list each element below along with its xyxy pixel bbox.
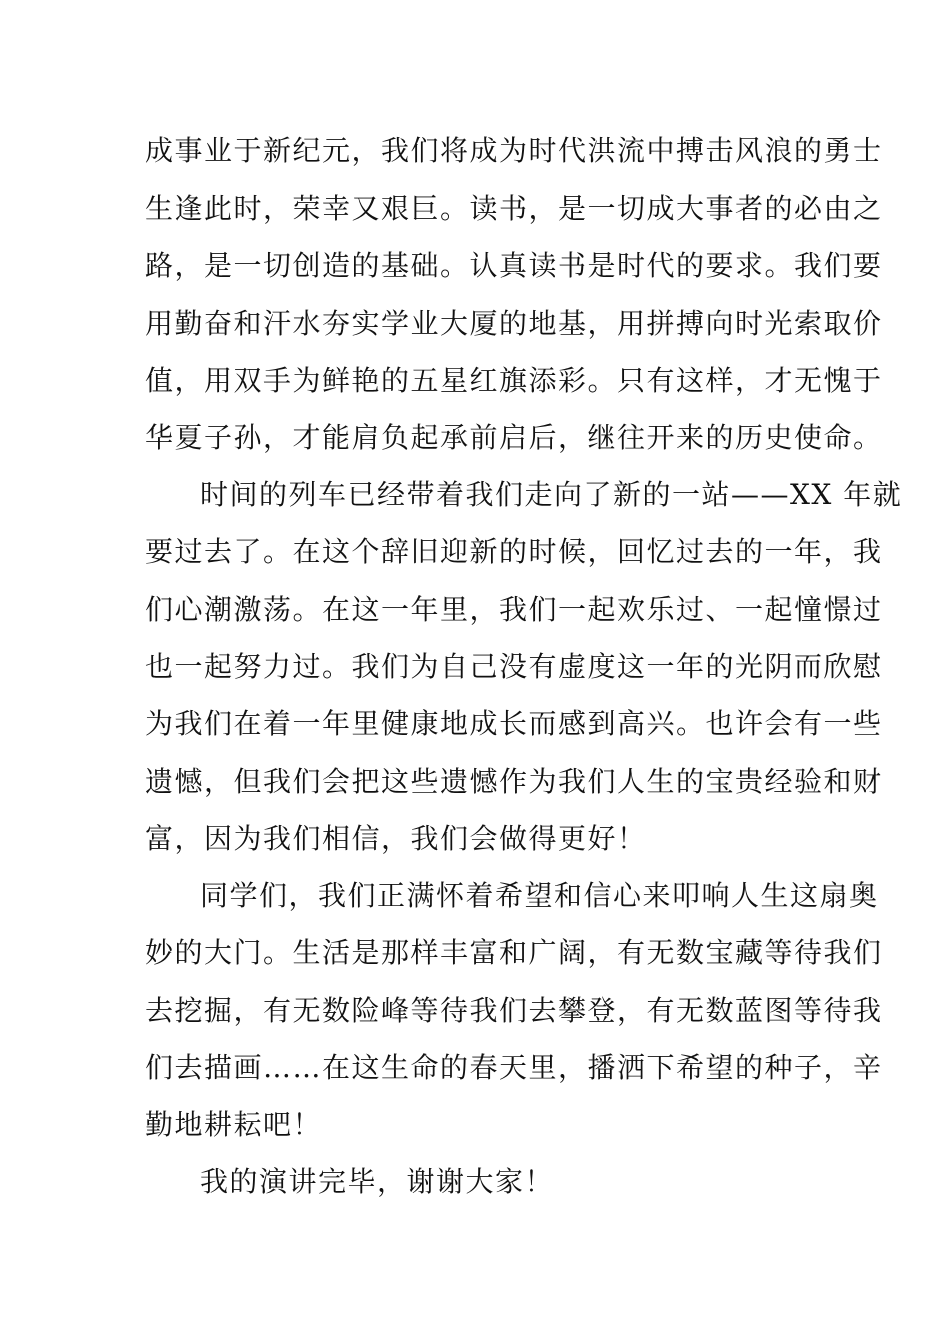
text-line: 也一起努力过。我们为自己没有虚度这一年的光阴而欣慰 — [145, 650, 883, 683]
text-line: 值，用双手为鲜艳的五星红旗添彩。只有这样，才无愧于 — [145, 364, 883, 397]
text-line: 们心潮激荡。在这一年里，我们一起欢乐过、一起憧憬过 — [145, 593, 883, 626]
text-line: 为我们在着一年里健康地成长而感到高兴。也许会有一些 — [145, 707, 883, 740]
text-line: 妙的大门。生活是那样丰富和广阔，有无数宝藏等待我们 — [145, 936, 883, 969]
text-line: 华夏子孙，才能肩负起承前启后，继往开来的历史使命。 — [145, 421, 883, 454]
text-line: 遗憾，但我们会把这些遗憾作为我们人生的宝贵经验和财 — [145, 765, 883, 798]
text-line: 去挖掘，有无数险峰等待我们去攀登，有无数蓝图等待我 — [145, 994, 883, 1027]
text-line: 们去描画……在这生命的春天里，播洒下希望的种子，辛 — [145, 1051, 883, 1084]
text-line: 勤地耕耘吧！ — [145, 1108, 323, 1141]
paragraph-first-line: 时间的列车已经带着我们走向了新的一站——XX 年就 — [200, 478, 903, 511]
paragraph-first-line: 同学们，我们正满怀着希望和信心来叩响人生这扇奥 — [200, 879, 879, 912]
paragraph-first-line: 我的演讲完毕，谢谢大家！ — [200, 1165, 555, 1198]
text-line: 路，是一切创造的基础。认真读书是时代的要求。我们要 — [145, 249, 883, 282]
text-line: 用勤奋和汗水夯实学业大厦的地基，用拼搏向时光索取价 — [145, 307, 883, 340]
text-line: 生逢此时，荣幸又艰巨。读书，是一切成大事者的必由之 — [145, 192, 883, 225]
text-line: 成事业于新纪元，我们将成为时代洪流中搏击风浪的勇士 — [145, 134, 883, 167]
text-line: 富，因为我们相信，我们会做得更好！ — [145, 822, 647, 855]
text-line: 要过去了。在这个辞旧迎新的时候，回忆过去的一年，我 — [145, 535, 883, 568]
